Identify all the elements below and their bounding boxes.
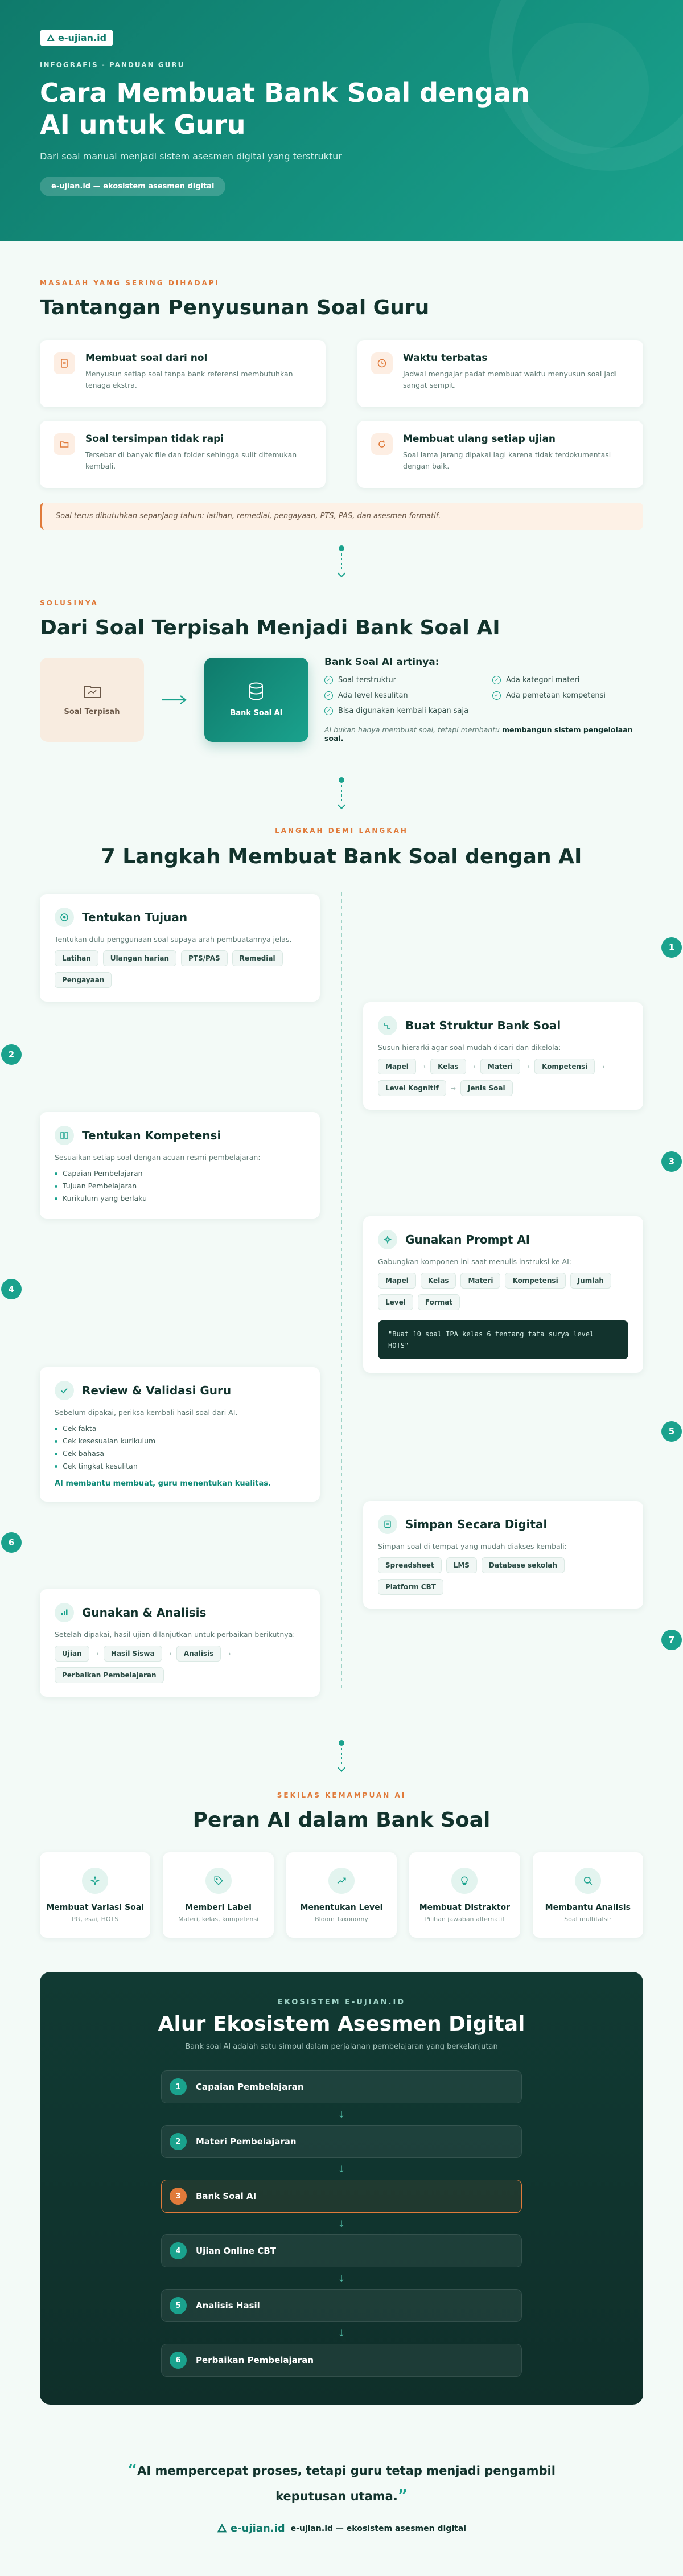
steps-title: 7 Langkah Membuat Bank Soal dengan AI [101,845,582,868]
problems-grid [40,340,643,488]
chip: Kompetensi [505,1273,565,1289]
step-title: Gunakan Prompt AI [405,1233,530,1246]
list-item [492,691,643,700]
problem-card [40,340,326,407]
check-icon: ✓ [324,707,333,715]
flow-number: 3 [170,2188,187,2205]
problem-desc: Jadwal mengajar padat membuat waktu menyusun soal jadi sangat sempit. [403,370,617,389]
bar-chart-icon [55,1603,74,1622]
chip: Kelas [421,1273,456,1289]
solution-text [324,657,643,743]
role-desc: Materi, kelas, kompetensi [178,1915,259,1923]
chip: Remedial [232,950,283,966]
logo-icon [217,2524,227,2534]
decorative-circle [518,23,649,154]
chip: Jenis Soal [460,1080,513,1096]
arrow-icon: → [599,1063,605,1070]
flow-label: Capaian Pembelajaran [196,2082,304,2092]
trend-up-icon [328,1868,355,1894]
ecosystem-subtitle: Bank soal AI adalah satu simpul dalam perjalanan pembelajaran yang berkelanjutan [185,2042,498,2051]
step-number: 7 [661,1630,682,1650]
closing-quote [0,2458,683,2509]
arrow-down-icon: ↓ [338,2163,345,2175]
hero-section [0,0,683,241]
footer-tagline: e-ujian.id — ekosistem asesmen digital [290,2524,467,2533]
role-card [409,1852,520,1938]
flow-label: Ujian Online CBT [196,2246,276,2256]
prompt-example: "Buat 10 soal IPA kelas 6 tentang tata surya level HOTS" [378,1320,628,1359]
role-desc: Soal multitafsir [564,1915,612,1923]
problem-title: Waktu terbatas [403,352,488,364]
chip: Hasil Siswa [104,1646,162,1662]
arrow-right-icon [144,694,204,705]
hero-eyebrow: INFOGRAFIS - PANDUAN GURU [40,61,185,69]
list-item: Kurikulum yang berlaku [55,1192,305,1205]
hero-badge: e-ujian.id — ekosistem asesmen digital [40,177,225,196]
check-icon: ✓ [492,691,501,700]
role-card [286,1852,397,1938]
point-label: Ada pemetaan kompetensi [505,691,606,700]
flow-step [161,2070,522,2103]
flow-number: 1 [170,2078,187,2095]
quote-line: AI mempercepat proses, tetapi guru tetap menjadi pengambil [137,2464,556,2477]
chip: Ujian [55,1646,89,1662]
step-desc: Susun hierarki agar soal mudah dicari dan dikelola: [378,1043,561,1052]
sparkle-icon [378,1230,397,1249]
arrow-down-icon: ↓ [338,2218,345,2229]
folder-icon [54,433,75,455]
chip: Level Kognitif [378,1080,446,1096]
flow-number: 2 [170,2133,187,2150]
chip: Level [378,1294,413,1310]
arrow-icon: → [470,1063,476,1070]
problem-desc: Soal lama jarang dipakai lagi karena tidak terdokumentasi dengan baik. [403,450,611,470]
footer-logo-text: e-ujian.id [230,2522,285,2534]
ecosystem-panel [40,1972,643,2405]
problem-title: Soal tersimpan tidak rapi [85,433,224,445]
problem-title: Membuat ulang setiap ujian [403,433,556,445]
arrow-icon: → [524,1063,530,1070]
chip: Format [418,1294,460,1310]
check-icon: ✓ [492,676,501,684]
role-card [40,1852,150,1938]
step-title: Tentukan Tujuan [82,910,188,924]
database-icon [248,682,265,701]
search-icon [575,1868,601,1894]
step-number: 4 [1,1279,22,1299]
section-connector [338,777,345,808]
steps-kicker: LANGKAH DEMI LANGKAH [275,827,408,835]
roles-title: Peran AI dalam Bank Soal [192,1808,491,1832]
chip: Database sekolah [482,1557,565,1573]
check-icon: ✓ [324,691,333,700]
chip: Kelas [430,1059,466,1074]
point-label: Bisa digunakan kembali kapan saja [338,707,469,715]
chip: Perbaikan Pembelajaran [55,1667,164,1683]
flow-label: Bank Soal AI [196,2191,257,2201]
quote-close-icon: ” [397,2487,408,2504]
point-label: Soal terstruktur [338,676,397,684]
list-item [324,707,475,715]
chip: Latihan [55,950,98,966]
chip: Pengayaan [55,972,112,988]
footnote-bold: membangun sistem pengelolaan soal. [324,725,633,743]
step-card [40,1112,320,1219]
quote-line: keputusan utama. [275,2489,398,2503]
solution-title: Dari Soal Terpisah Menjadi Bank Soal AI [40,616,500,639]
solution-footnote [324,725,643,743]
logo-icon [47,34,55,42]
step-chips [55,950,305,988]
flow-number: 4 [170,2242,187,2259]
lightbulb-icon [451,1868,478,1894]
problems-title: Tantangan Penyusunan Soal Guru [40,296,430,319]
folder-icon [83,683,102,700]
logo-text: e-ujian.id [58,32,107,43]
hierarchy-icon [378,1016,397,1035]
hero-subtitle: Dari soal manual menjadi sistem asesmen digital yang terstruktur [40,151,342,162]
document-icon [54,352,75,374]
chip: Mapel [378,1059,416,1074]
flow-number: 6 [170,2352,187,2369]
step-chips [378,1059,628,1096]
solution-row [40,657,643,743]
step-chips [378,1273,628,1310]
arrow-icon: → [450,1084,456,1092]
step-title: Review & Validasi Guru [82,1384,232,1397]
chip: Spreadsheet [378,1557,442,1573]
solution-heading: Bank Soal AI artinya: [324,657,439,668]
chip: Analisis [176,1646,221,1662]
step-title: Simpan Secara Digital [405,1517,548,1531]
role-card [533,1852,643,1938]
list-item: Cek tingkat kesulitan [55,1460,305,1472]
section-connector [338,1740,345,1771]
chip: Ulangan harian [103,950,176,966]
ecosystem-title: Alur Ekosistem Asesmen Digital [158,2012,525,2036]
check-icon: ✓ [324,676,333,684]
chip: Materi [480,1059,520,1074]
step-number: 6 [1,1532,22,1553]
flow-label: Analisis Hasil [196,2300,260,2311]
step-title: Tentukan Kompetensi [82,1129,221,1142]
problems-note: Soal terus dibutuhkan sepanjang tahun: latihan, remedial, pengayaan, PTS, PAS, dan asesmen formatif. [40,503,643,530]
arrow-down-icon: ↓ [338,2327,345,2339]
chip: LMS [446,1557,477,1573]
problem-card [357,421,643,488]
arrow-icon: → [420,1063,426,1070]
role-title: Membuat Variasi Soal [46,1902,145,1912]
step-highlight: AI membantu membuat, guru menentukan kualitas. [55,1479,271,1488]
roles-grid [40,1852,643,1938]
list-item: Cek fakta [55,1422,305,1435]
role-desc: Pilihan jawaban alternatif [425,1915,505,1923]
brand-logo[interactable] [40,30,113,46]
quote-open-icon: “ [127,2462,138,2479]
list-item [492,676,643,684]
problem-card [40,421,326,488]
step-desc: Sebelum dipakai, periksa kembali hasil soal dari AI. [55,1408,238,1417]
ecosystem-flow [161,2070,522,2377]
role-title: Memberi Label [185,1902,252,1912]
step-number: 3 [661,1151,682,1172]
role-title: Membuat Distraktor [419,1902,511,1912]
step-title: Buat Struktur Bank Soal [405,1019,561,1032]
roles-section [0,1791,683,1938]
role-title: Menentukan Level [300,1902,383,1912]
step-chips [378,1557,628,1595]
flow-step [161,2289,522,2322]
point-label: Ada level kesulitan [338,691,408,700]
arrow-icon: → [93,1650,99,1658]
roles-kicker: SEKILAS KEMAMPUAN AI [277,1791,406,1799]
page-title: Cara Membuat Bank Soal dengan AI untuk Guru [40,77,530,140]
arrow-down-icon: ↓ [338,2273,345,2284]
check-shield-icon [55,1381,74,1400]
step-card [40,894,320,1002]
step-card [363,1216,643,1373]
arrow-icon: → [225,1650,231,1658]
separate-questions-box [40,658,144,742]
step-title: Gunakan & Analisis [82,1606,207,1619]
step-number: 5 [661,1421,682,1442]
ai-bank-box [204,658,308,742]
footer [0,2522,683,2534]
chip: Mapel [378,1273,416,1289]
step-desc: Gabungkan komponen ini saat menulis instruksi ke AI: [378,1257,572,1266]
step-bullets [55,1422,305,1472]
solution-kicker: SOLUSINYA [40,599,98,607]
role-desc: PG, esai, HOTS [72,1915,119,1923]
step-card [363,1002,643,1110]
step-number: 2 [1,1044,22,1065]
book-icon [55,1126,74,1145]
chip: PTS/PAS [181,950,228,966]
steps-timeline [341,892,342,1692]
box-label: Bank Soal AI [230,709,283,717]
flow-step [161,2125,522,2158]
chip: Platform CBT [378,1579,443,1595]
ecosystem-kicker: EKOSISTEM E-UJIAN.ID [277,1998,406,2007]
arrow-down-icon: ↓ [338,2109,345,2120]
problems-kicker: MASALAH YANG SERING DIHADAPI [40,279,220,287]
list-item: Cek kesesuaian kurikulum [55,1435,305,1447]
footnote-text: AI bukan hanya membuat soal, tetapi membantu [324,725,502,734]
footer-logo[interactable] [217,2522,285,2534]
chip: Kompetensi [534,1059,595,1074]
list-item: Cek bahasa [55,1447,305,1460]
step-desc: Sesuaikan setiap soal dengan acuan resmi pembelajaran: [55,1153,261,1162]
step-desc: Setelah dipakai, hasil ujian dilanjutkan untuk perbaikan berikutnya: [55,1630,295,1639]
refresh-icon [371,433,393,455]
step-desc: Tentukan dulu penggunaan soal supaya arah pembuatannya jelas. [55,935,292,944]
point-label: Ada kategori materi [505,676,580,684]
flow-step [161,2234,522,2267]
clock-icon [371,352,393,374]
target-icon [55,908,74,927]
problems-section [0,279,683,530]
problem-card [357,340,643,407]
step-bullets [55,1167,305,1205]
chip: Materi [460,1273,500,1289]
flow-label: Perbaikan Pembelajaran [196,2355,314,2365]
role-desc: Bloom Taxonomy [315,1915,368,1923]
flow-number: 5 [170,2297,187,2314]
list-item: Capaian Pembelajaran [55,1167,305,1180]
tag-icon [205,1868,232,1894]
step-card [40,1589,320,1697]
step-desc: Simpan soal di tempat yang mudah diakses kembali: [378,1542,567,1550]
sparkle-icon [82,1868,108,1894]
problem-desc: Tersebar di banyak file dan folder sehingga sulit ditemukan kembali. [85,450,297,470]
list-item [324,691,475,700]
problem-title: Membuat soal dari nol [85,352,208,364]
step-card [40,1367,320,1502]
save-icon [378,1515,397,1534]
flow-label: Materi Pembelajaran [196,2136,297,2147]
chip: Jumlah [570,1273,611,1289]
solution-points [324,676,643,715]
role-card [163,1852,273,1938]
flow-step-active [161,2180,522,2213]
steps-header [0,827,683,868]
step-chips [55,1646,305,1683]
step-card [363,1501,643,1609]
list-item: Tujuan Pembelajaran [55,1180,305,1192]
role-title: Membantu Analisis [545,1902,631,1912]
box-label: Soal Terpisah [64,708,120,716]
arrow-icon: → [166,1650,172,1658]
problem-desc: Menyusun setiap soal tanpa bank referensi membutuhkan tenaga ekstra. [85,370,293,389]
step-number: 1 [661,937,682,958]
solution-section [0,599,683,743]
list-item [324,676,475,684]
section-connector [338,545,345,576]
flow-step [161,2344,522,2377]
